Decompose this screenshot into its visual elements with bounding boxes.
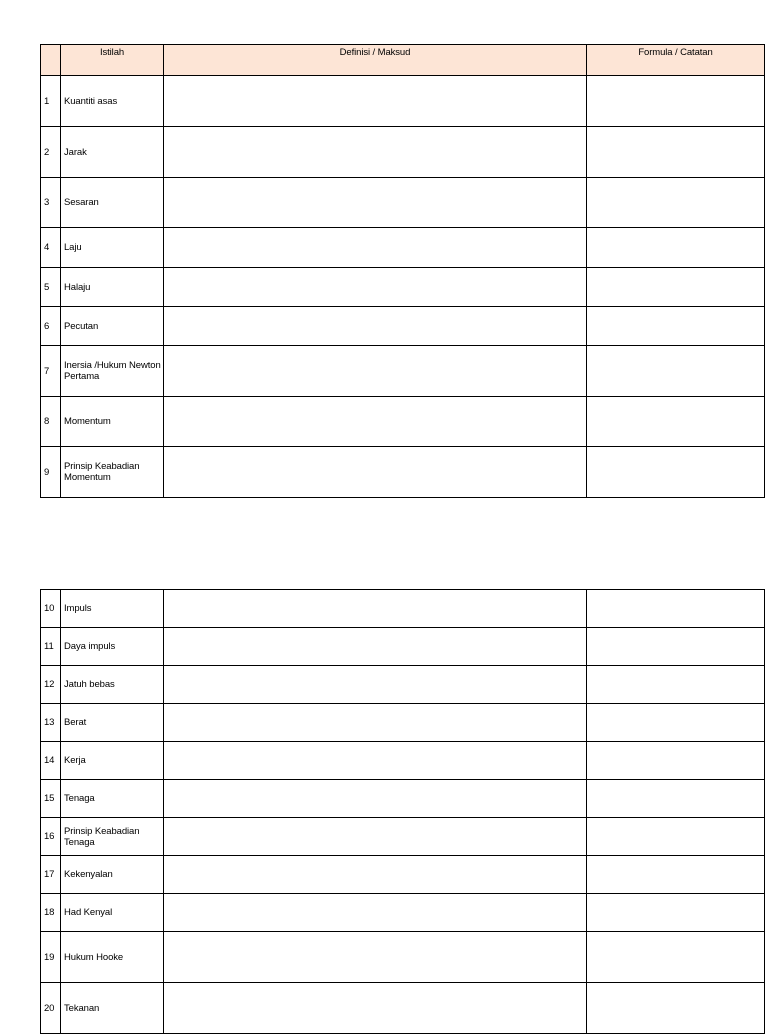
table-row <box>41 590 765 628</box>
row-definition-cell[interactable] <box>164 742 587 780</box>
table-row <box>41 178 765 228</box>
row-term: Daya impuls <box>61 628 164 666</box>
table-row <box>41 228 765 268</box>
row-term: Inersia /Hukum Newton Pertama <box>61 346 164 397</box>
row-number: 14 <box>41 742 61 780</box>
row-definition-cell[interactable] <box>164 268 587 307</box>
row-formula-cell[interactable] <box>587 397 765 447</box>
row-formula-cell[interactable] <box>587 704 765 742</box>
row-term: Berat <box>61 704 164 742</box>
row-number: 1 <box>41 76 61 127</box>
row-term: Kuantiti asas <box>61 76 164 127</box>
table-row <box>41 856 765 894</box>
row-formula-cell[interactable] <box>587 268 765 307</box>
header-number <box>41 45 61 76</box>
row-formula-cell[interactable] <box>587 447 765 498</box>
row-term: Pecutan <box>61 307 164 346</box>
table-row <box>41 894 765 932</box>
table-row <box>41 268 765 307</box>
row-number: 4 <box>41 228 61 268</box>
table-row <box>41 127 765 178</box>
row-term: Jarak <box>61 127 164 178</box>
row-term: Had Kenyal <box>61 894 164 932</box>
row-formula-cell[interactable] <box>587 228 765 268</box>
row-number: 19 <box>41 932 61 983</box>
row-definition-cell[interactable] <box>164 932 587 983</box>
table-row <box>41 628 765 666</box>
row-formula-cell[interactable] <box>587 780 765 818</box>
row-formula-cell[interactable] <box>587 127 765 178</box>
table-row <box>41 932 765 983</box>
row-number: 16 <box>41 818 61 856</box>
row-formula-cell[interactable] <box>587 346 765 397</box>
row-definition-cell[interactable] <box>164 894 587 932</box>
row-definition-cell[interactable] <box>164 590 587 628</box>
row-formula-cell[interactable] <box>587 894 765 932</box>
table-row <box>41 983 765 1034</box>
row-term: Jatuh bebas <box>61 666 164 704</box>
row-number: 20 <box>41 983 61 1034</box>
table-row <box>41 447 765 498</box>
row-definition-cell[interactable] <box>164 856 587 894</box>
header-term: Istilah <box>61 45 164 76</box>
row-definition-cell[interactable] <box>164 780 587 818</box>
row-term: Sesaran <box>61 178 164 228</box>
row-definition-cell[interactable] <box>164 76 587 127</box>
table-row <box>41 780 765 818</box>
row-number: 2 <box>41 127 61 178</box>
row-number: 13 <box>41 704 61 742</box>
row-term: Laju <box>61 228 164 268</box>
row-term: Tenaga <box>61 780 164 818</box>
header-formula: Formula / Catatan <box>587 45 765 76</box>
row-term: Kekenyalan <box>61 856 164 894</box>
glossary-table-1 <box>40 44 765 498</box>
row-number: 17 <box>41 856 61 894</box>
row-term: Halaju <box>61 268 164 307</box>
table-row <box>41 704 765 742</box>
row-term: Impuls <box>61 590 164 628</box>
row-number: 7 <box>41 346 61 397</box>
table-row <box>41 76 765 127</box>
row-definition-cell[interactable] <box>164 178 587 228</box>
row-term: Tekanan <box>61 983 164 1034</box>
row-formula-cell[interactable] <box>587 590 765 628</box>
row-definition-cell[interactable] <box>164 704 587 742</box>
row-definition-cell[interactable] <box>164 127 587 178</box>
row-definition-cell[interactable] <box>164 818 587 856</box>
row-formula-cell[interactable] <box>587 856 765 894</box>
row-term: Prinsip Keabadian Tenaga <box>61 818 164 856</box>
header-definition: Definisi / Maksud <box>164 45 587 76</box>
row-formula-cell[interactable] <box>587 628 765 666</box>
row-definition-cell[interactable] <box>164 228 587 268</box>
row-definition-cell[interactable] <box>164 447 587 498</box>
row-number: 12 <box>41 666 61 704</box>
table-row <box>41 307 765 346</box>
row-definition-cell[interactable] <box>164 666 587 704</box>
row-number: 15 <box>41 780 61 818</box>
row-definition-cell[interactable] <box>164 983 587 1034</box>
row-number: 6 <box>41 307 61 346</box>
row-number: 18 <box>41 894 61 932</box>
table-row <box>41 818 765 856</box>
row-number: 9 <box>41 447 61 498</box>
row-formula-cell[interactable] <box>587 742 765 780</box>
row-term: Momentum <box>61 397 164 447</box>
row-term: Kerja <box>61 742 164 780</box>
row-formula-cell[interactable] <box>587 76 765 127</box>
row-formula-cell[interactable] <box>587 307 765 346</box>
row-formula-cell[interactable] <box>587 178 765 228</box>
glossary-table-2 <box>40 589 765 1034</box>
row-number: 8 <box>41 397 61 447</box>
row-term: Prinsip Keabadian Momentum <box>61 447 164 498</box>
row-formula-cell[interactable] <box>587 818 765 856</box>
table-row <box>41 742 765 780</box>
row-definition-cell[interactable] <box>164 397 587 447</box>
row-definition-cell[interactable] <box>164 628 587 666</box>
row-formula-cell[interactable] <box>587 983 765 1034</box>
row-definition-cell[interactable] <box>164 307 587 346</box>
row-number: 11 <box>41 628 61 666</box>
row-formula-cell[interactable] <box>587 666 765 704</box>
row-term: Hukum Hooke <box>61 932 164 983</box>
row-definition-cell[interactable] <box>164 346 587 397</box>
table-header-row <box>41 45 765 76</box>
row-number: 10 <box>41 590 61 628</box>
row-formula-cell[interactable] <box>587 932 765 983</box>
row-number: 3 <box>41 178 61 228</box>
table-row <box>41 346 765 397</box>
row-number: 5 <box>41 268 61 307</box>
table-row <box>41 397 765 447</box>
table-row <box>41 666 765 704</box>
